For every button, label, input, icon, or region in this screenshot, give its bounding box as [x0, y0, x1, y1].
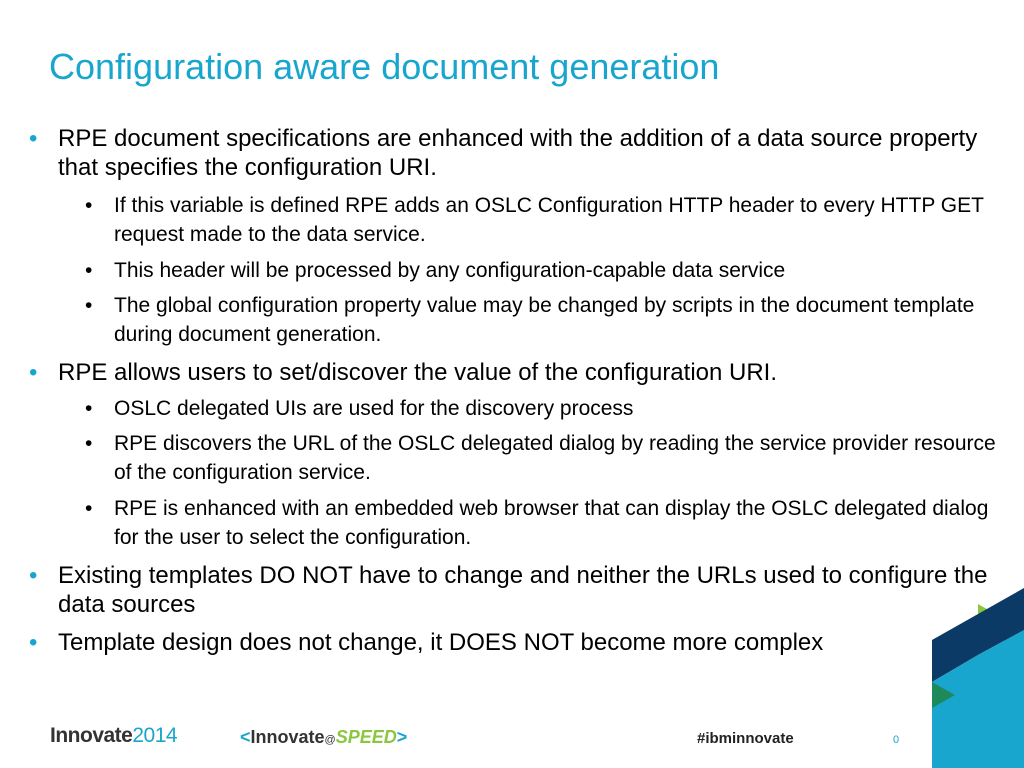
- bullet-text: RPE is enhanced with an embedded web browser that can display the OSLC delegated dialog for the user to select the configuration.: [114, 497, 989, 549]
- bullet-marker: •: [85, 432, 93, 455]
- speed-at-sign: @: [324, 734, 336, 746]
- innovate-word: Innovate: [50, 724, 133, 747]
- page-number: 0: [893, 734, 900, 746]
- bullet-marker: •: [85, 497, 93, 520]
- bullet-text: RPE document specifications are enhanced with the addition of a data source property that specifies the configuration URI.: [58, 125, 978, 181]
- bullet-text: Template design does not change, it DOES NOT become more complex: [58, 629, 824, 656]
- bullet-marker: •: [85, 397, 93, 420]
- bullet-text: OSLC delegated UIs are used for the discovery process: [114, 397, 634, 420]
- chevron-left-icon: <: [240, 727, 251, 747]
- hashtag-label: #ibminnovate: [697, 730, 794, 747]
- bullet-marker: •: [85, 259, 93, 282]
- speed-innovate-word: Innovate: [250, 727, 325, 747]
- bullet-marker: •: [29, 562, 38, 589]
- innovate-at-speed-logo: [240, 727, 407, 748]
- bullet-marker: •: [29, 629, 38, 656]
- bullet-marker: •: [85, 194, 93, 217]
- bullet-text: Existing templates DO NOT have to change and neither the URLs used to configure the data sources: [58, 562, 988, 618]
- bullet-text: This header will be processed by any configuration-capable data service: [114, 259, 786, 282]
- bullet-text: RPE discovers the URL of the OSLC delegated dialog by reading the service provider resource of the configuration service.: [114, 432, 996, 484]
- bullet-marker: •: [29, 125, 38, 152]
- bullet-text: If this variable is defined RPE adds an OSLC Configuration HTTP header to every HTTP GET request made to the data service.: [114, 194, 984, 246]
- bullet-text: RPE allows users to set/discover the value of the configuration URI.: [58, 359, 778, 386]
- slide-title: Configuration aware document generation: [49, 46, 720, 87]
- chevron-right-icon: >: [396, 727, 408, 747]
- bullet-text: The global configuration property value may be changed by scripts in the document template during document generation.: [114, 294, 975, 346]
- innovate-year: 2014: [132, 724, 178, 747]
- bullet-marker: •: [85, 294, 93, 317]
- bullet-marker: •: [29, 359, 38, 386]
- innovate2014-logo: [50, 724, 177, 748]
- speed-word: SPEED: [335, 727, 397, 747]
